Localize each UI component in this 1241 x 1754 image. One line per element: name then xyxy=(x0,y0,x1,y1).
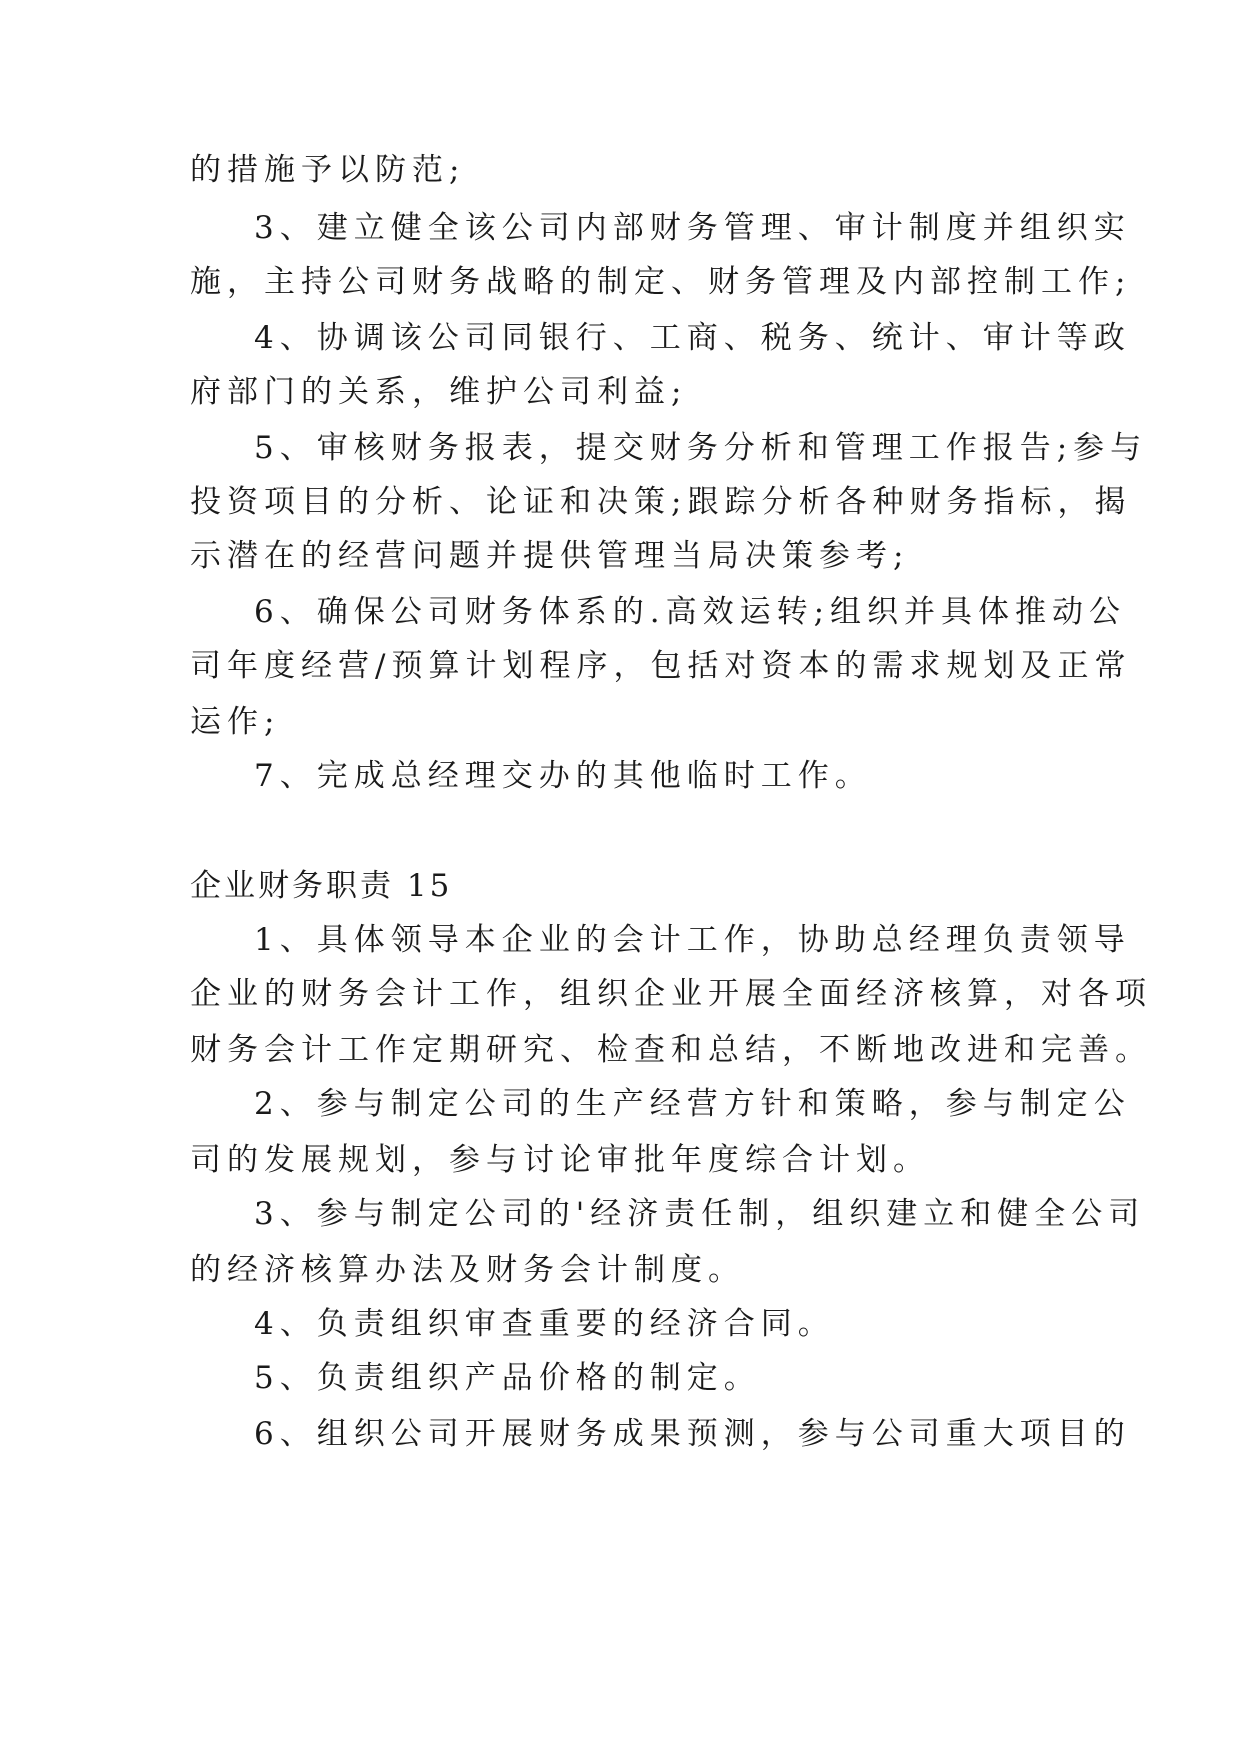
text-line: 企业的财务会计工作，组织企业开展全面经济核算，对各项 xyxy=(190,976,1152,1012)
text-line: 示潜在的经营问题并提供管理当局决策参考; xyxy=(190,538,910,574)
text-line: 6、组织公司开展财务成果预测，参与公司重大项目的 xyxy=(254,1416,1131,1452)
section-heading: 企业财务职责 15 xyxy=(190,868,453,904)
text-line: 3、建立健全该公司内部财务管理、审计制度并组织实 xyxy=(254,210,1131,246)
text-line: 1、具体领导本企业的会计工作，协助总经理负责领导 xyxy=(254,922,1131,958)
text-line: 投资项目的分析、论证和决策;跟踪分析各种财务指标，揭 xyxy=(190,484,1132,520)
text-line: 的措施予以防范; xyxy=(190,152,466,188)
text-line: 5、负责组织产品价格的制定。 xyxy=(254,1360,761,1396)
text-line: 财务会计工作定期研究、检查和总结，不断地改进和完善。 xyxy=(190,1032,1152,1068)
text-line: 3、参与制定公司的'经济责任制，组织建立和健全公司 xyxy=(254,1196,1146,1232)
text-line: 4、负责组织审查重要的经济合同。 xyxy=(254,1306,835,1342)
text-line: 7、完成总经理交办的其他临时工作。 xyxy=(254,758,872,794)
text-line: 府部门的关系，维护公司利益; xyxy=(190,374,688,410)
text-line: 5、审核财务报表，提交财务分析和管理工作报告;参与 xyxy=(254,430,1148,466)
text-line: 2、参与制定公司的生产经营方针和策略，参与制定公 xyxy=(254,1086,1131,1122)
text-line: 的经济核算办法及财务会计制度。 xyxy=(190,1252,745,1288)
text-line: 司年度经营/预算计划程序，包括对资本的需求规划及正常 xyxy=(190,648,1132,684)
text-line: 司的发展规划，参与讨论审批年度综合计划。 xyxy=(190,1142,930,1178)
text-line: 运作; xyxy=(190,704,281,740)
text-line: 6、确保公司财务体系的.高效运转;组织并具体推动公 xyxy=(254,594,1127,630)
text-line: 施，主持公司财务战略的制定、财务管理及内部控制工作; xyxy=(190,264,1132,300)
text-line: 4、协调该公司同银行、工商、税务、统计、审计等政 xyxy=(254,320,1131,356)
